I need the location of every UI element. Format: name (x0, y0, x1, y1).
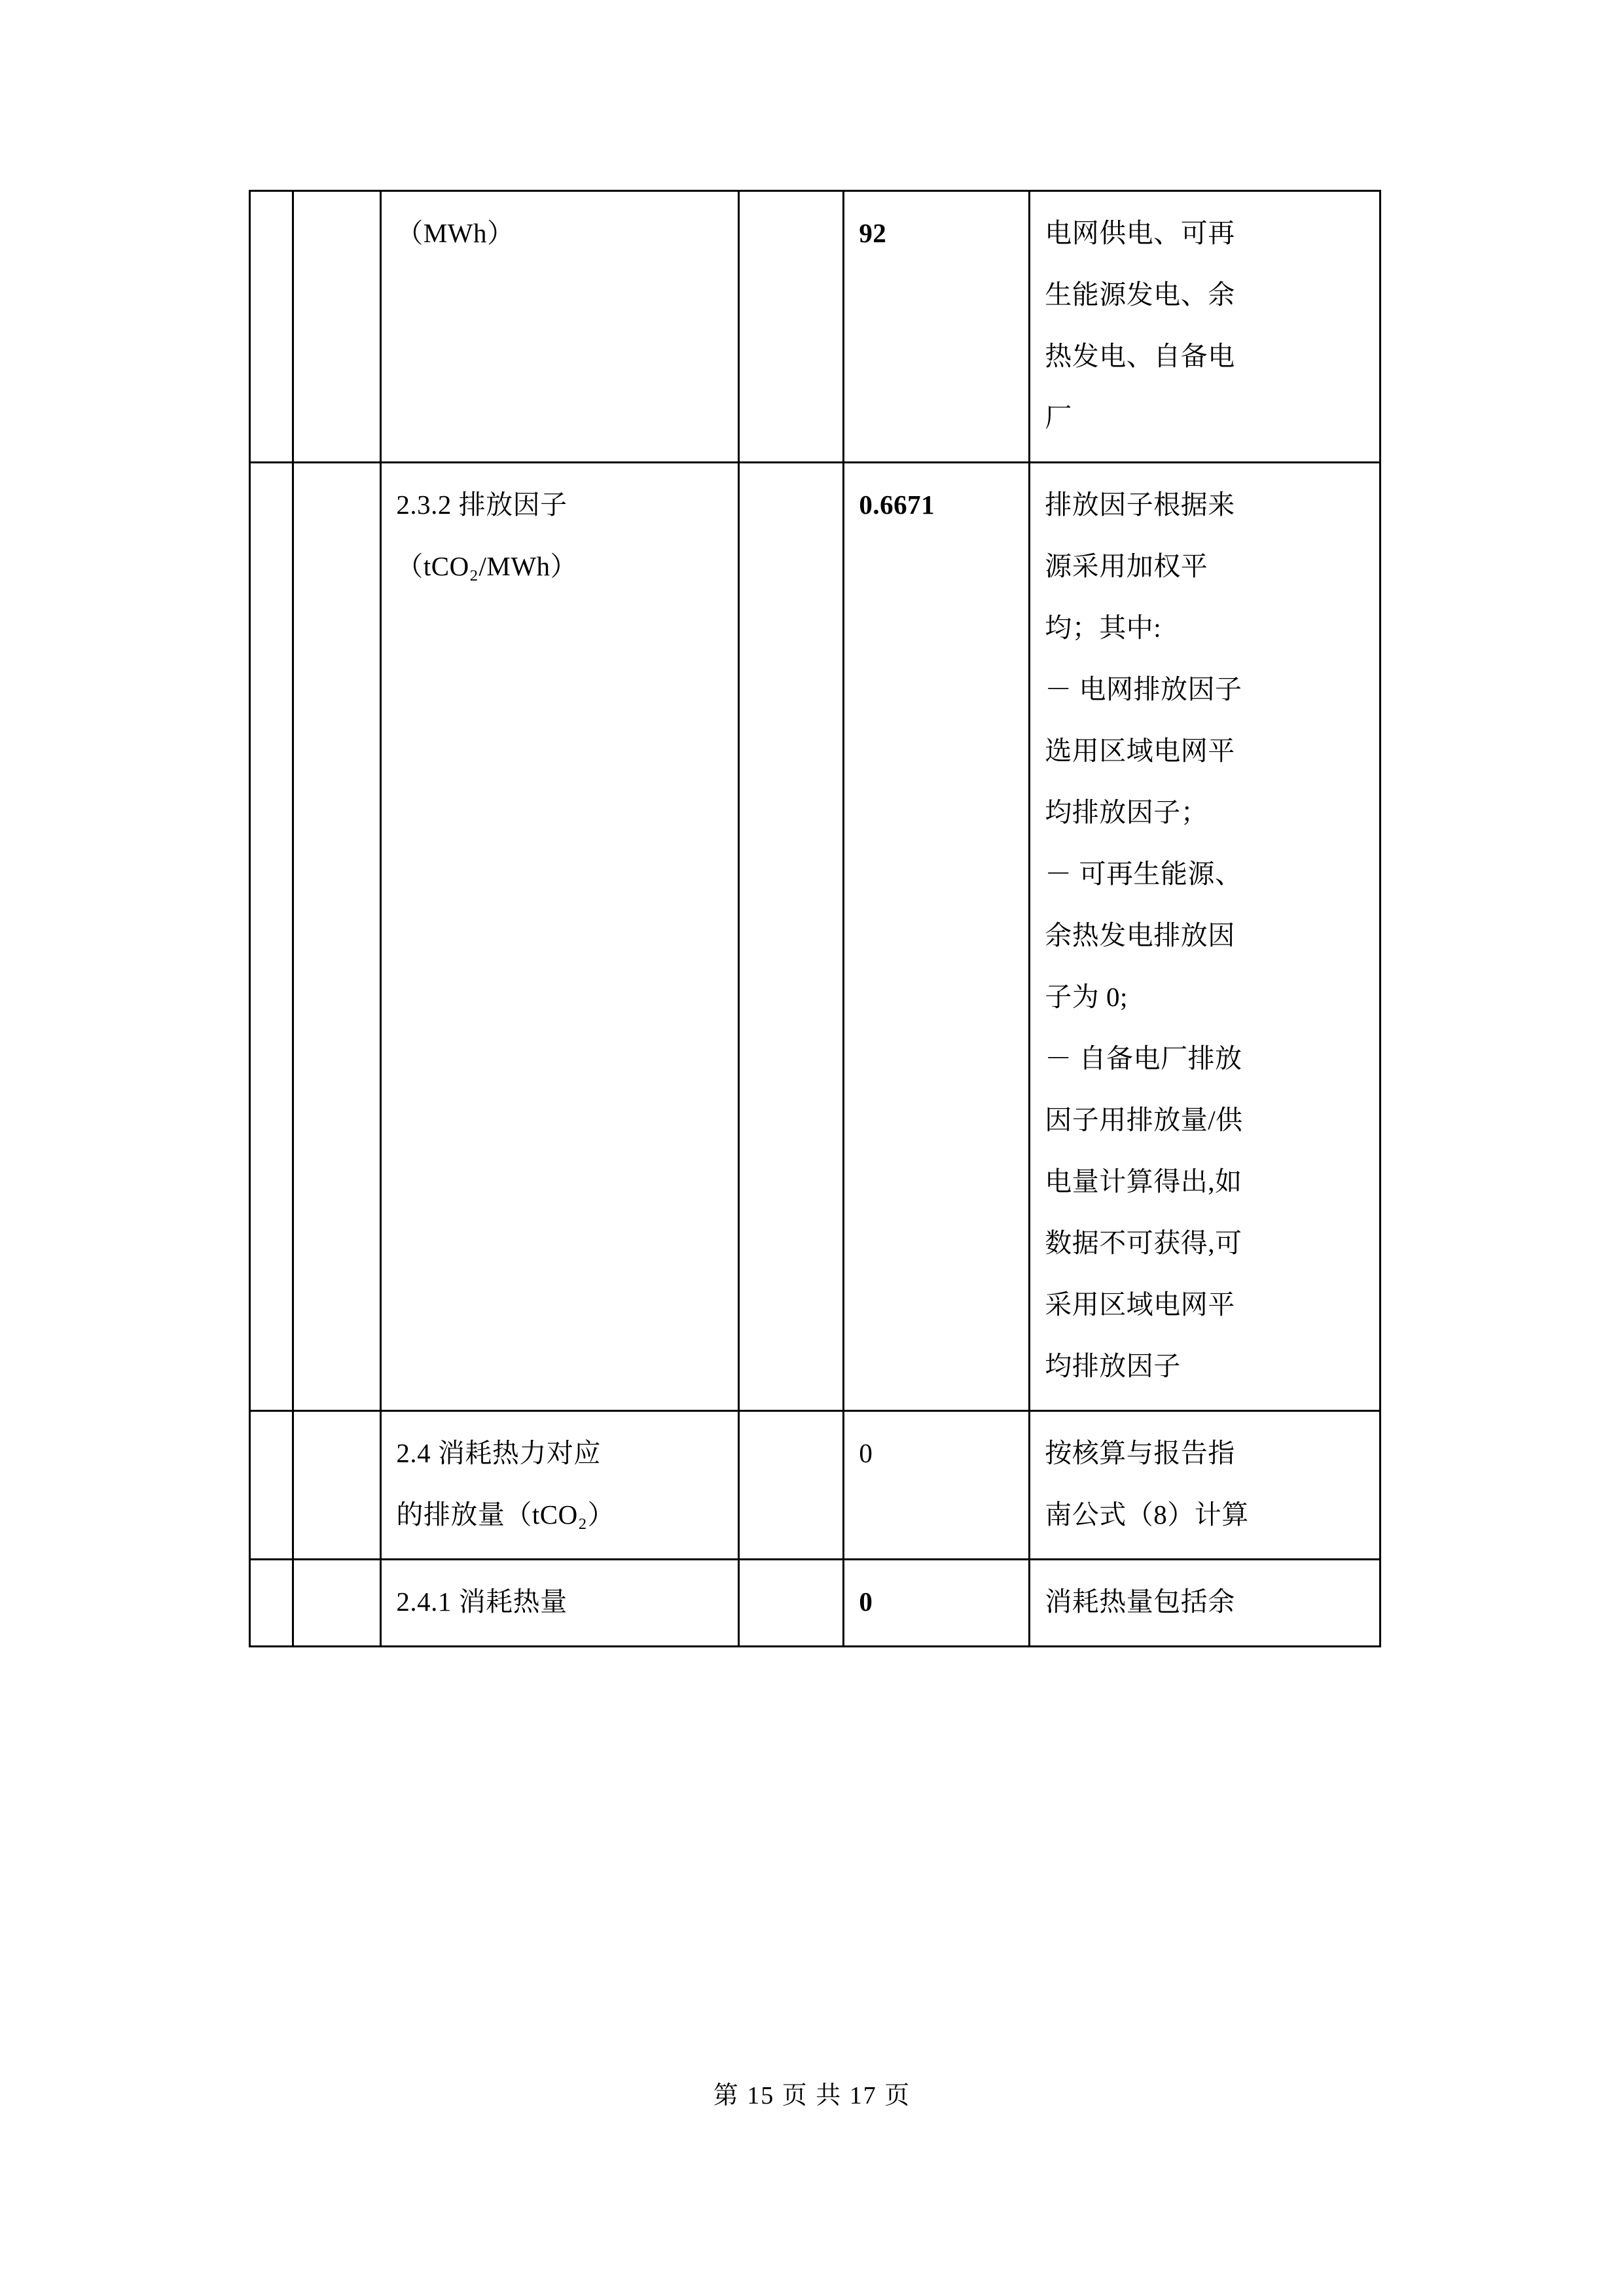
row-note-line: 源采用加权平 (1045, 551, 1208, 581)
row-category-cell (293, 1560, 381, 1647)
row-value-text: 0 (859, 1438, 873, 1468)
row-category-cell (293, 191, 381, 463)
row-category-cell (293, 463, 381, 1411)
row-label-line: 2.4 消耗热力对应 (396, 1438, 601, 1468)
row-note-line: 生能源发电、余 (1045, 279, 1235, 310)
row-label-cell (381, 191, 738, 463)
row-value-text: 0 (859, 1587, 873, 1617)
row-note-text (1030, 1412, 1379, 1558)
row-spacer-text (740, 1412, 843, 1435)
row-note-line: － 电网排放因子 (1045, 674, 1242, 704)
row-marker-text (251, 192, 292, 215)
row-note-line: 排放因子根据来 (1045, 490, 1235, 520)
row-category-text (294, 1412, 380, 1435)
row-label-text (382, 463, 737, 610)
table-row (250, 1560, 1380, 1647)
table-row (250, 463, 1380, 1411)
page-footer: 第 15 页 共 17 页 (713, 2082, 911, 2109)
row-value-cell (844, 191, 1030, 463)
row-label-text (382, 192, 737, 277)
row-value-text: 92 (859, 218, 887, 248)
row-note-line: 余热发电排放因 (1045, 920, 1235, 950)
row-category-text (294, 192, 380, 215)
row-note-line: 厂 (1045, 403, 1072, 433)
row-note-line: 数据不可获得,可 (1045, 1228, 1242, 1258)
row-note-line: 子为 0; (1045, 982, 1128, 1012)
table-row (250, 1411, 1380, 1560)
row-note-line: 消耗热量包括余 (1045, 1587, 1235, 1617)
row-marker-cell (250, 1411, 293, 1560)
row-label-cell (381, 1411, 738, 1560)
row-value-text: 0.6671 (859, 490, 935, 520)
row-note-line: 按核算与报告指 (1045, 1438, 1235, 1468)
row-note-line: 均；其中: (1045, 613, 1162, 643)
row-marker-cell (250, 191, 293, 463)
row-note-cell (1030, 1411, 1380, 1560)
row-marker-text (251, 1412, 292, 1435)
row-note-line: 均排放因子 (1045, 1351, 1181, 1381)
row-category-text (294, 463, 380, 487)
row-marker-text (251, 463, 292, 487)
row-label-line: 的排放量（tCO₂） (396, 1499, 615, 1530)
row-label-cell (381, 1560, 738, 1647)
row-note-cell (1030, 463, 1380, 1411)
row-note-line: 南公式（8）计算 (1045, 1499, 1249, 1530)
row-label-text (382, 1412, 737, 1558)
table-row (250, 191, 1380, 463)
row-note-text (1030, 192, 1379, 461)
row-note-line: 电网供电、可再 (1045, 218, 1235, 248)
row-note-text (1030, 463, 1379, 1410)
row-category-text (294, 1560, 380, 1584)
row-note-line: － 自备电厂排放 (1045, 1043, 1242, 1073)
row-value-cell (844, 1560, 1030, 1647)
row-note-cell (1030, 1560, 1380, 1647)
row-label-line: 2.4.1 消耗热量 (396, 1587, 568, 1617)
row-label-line: （MWh） (396, 218, 514, 248)
row-note-line: 均排放因子； (1045, 797, 1208, 827)
row-marker-cell (250, 1560, 293, 1647)
row-note-line: 采用区域电网平 (1045, 1289, 1235, 1319)
row-note-line: 电量计算得出,如 (1045, 1166, 1242, 1196)
row-marker-cell (250, 463, 293, 1411)
row-value-cell (844, 1411, 1030, 1560)
row-spacer-text (740, 463, 843, 487)
row-spacer-text (740, 1560, 843, 1584)
row-spacer-cell (738, 1560, 844, 1647)
row-note-cell (1030, 191, 1380, 463)
row-label-cell (381, 463, 738, 1411)
emissions-table (249, 190, 1381, 1647)
row-label-line: 2.3.2 排放因子 (396, 490, 568, 520)
row-note-line: － 可再生能源、 (1045, 859, 1242, 889)
row-spacer-cell (738, 1411, 844, 1560)
row-label-line: （tCO₂/MWh） (396, 551, 578, 581)
row-note-line: 因子用排放量/供 (1045, 1105, 1243, 1135)
row-marker-text (251, 1560, 292, 1584)
row-label-text (382, 1560, 737, 1645)
row-note-text (1030, 1560, 1379, 1645)
row-note-line: 选用区域电网平 (1045, 736, 1235, 766)
row-category-cell (293, 1411, 381, 1560)
row-spacer-text (740, 192, 843, 215)
row-note-line: 热发电、自备电 (1045, 341, 1235, 371)
row-spacer-cell (738, 191, 844, 463)
row-value-cell (844, 463, 1030, 1411)
row-spacer-cell (738, 463, 844, 1411)
